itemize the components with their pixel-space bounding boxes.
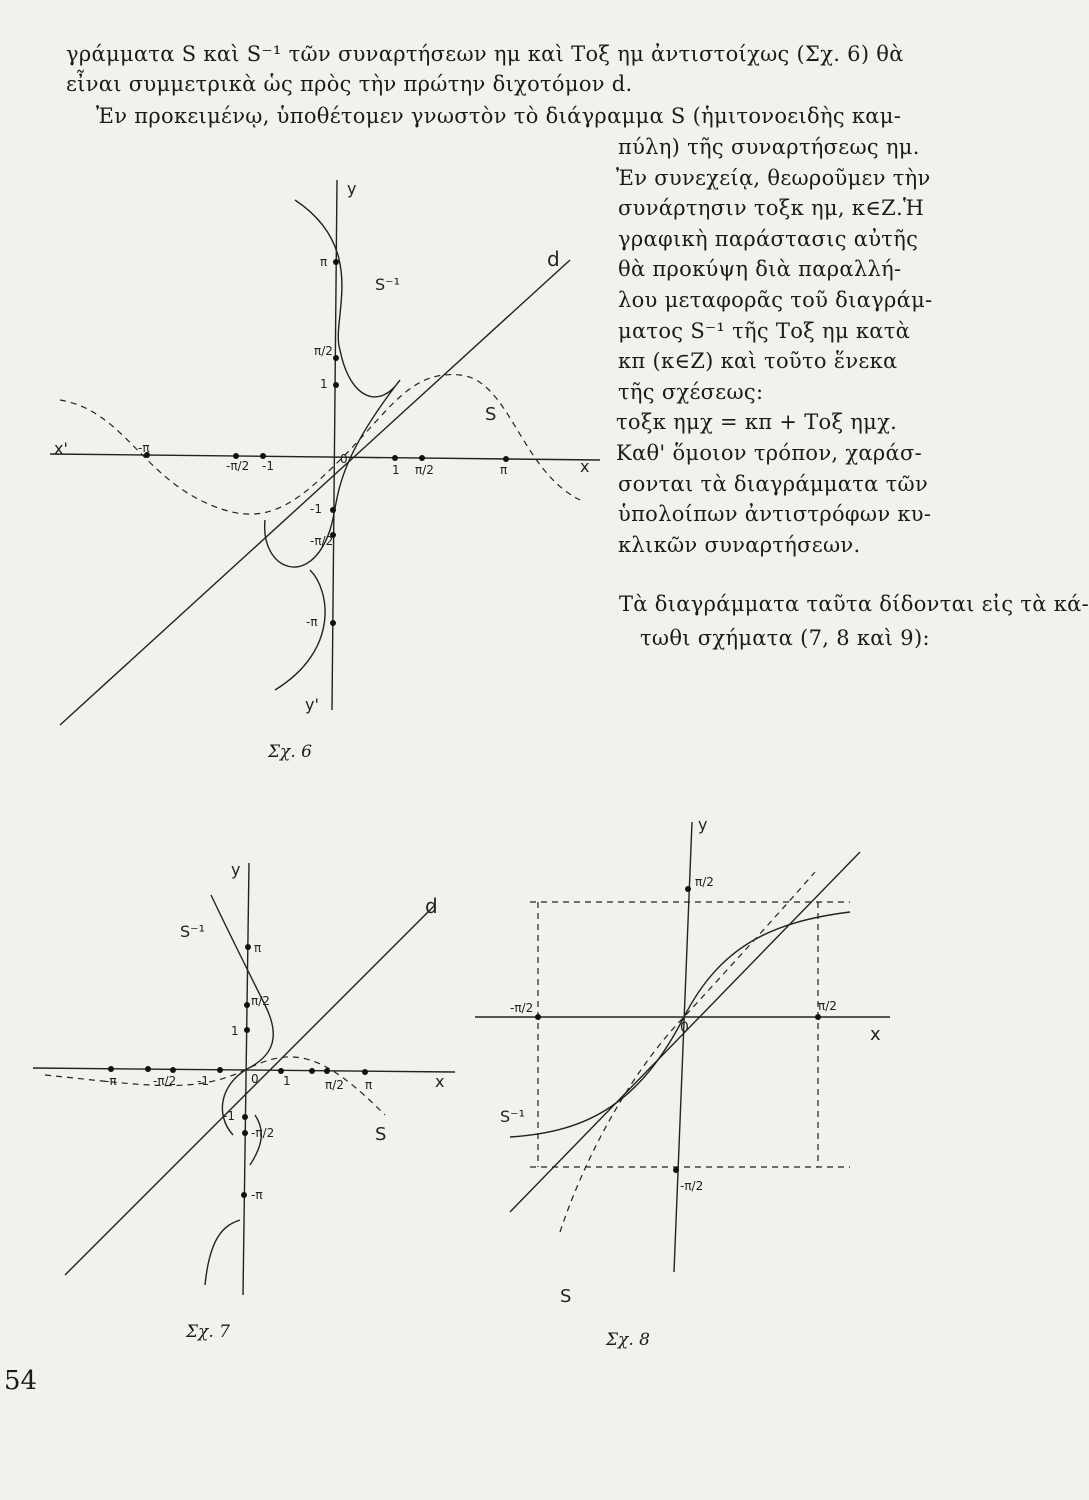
fig6-label-s: S [485, 404, 497, 425]
fig6-label-y: y [347, 179, 357, 198]
fig6-label-y-prime: y' [305, 695, 319, 714]
fig8-label-x: x [870, 1024, 881, 1045]
page-number: 54 [4, 1366, 38, 1396]
fig8-label-s: S [560, 1286, 572, 1307]
fig6-neg-pi-y: -π [306, 615, 318, 629]
fig7-one: 1 [283, 1074, 291, 1088]
fig7-label-y: y [231, 860, 241, 879]
right-column-line: θὰ προκύψη διὰ παραλλή- [618, 257, 902, 282]
fig7-label-s-inv: S⁻¹ [180, 922, 206, 941]
fig6-label-s-inv: S⁻¹ [375, 275, 401, 294]
fig7-curve-s-inv [211, 895, 273, 1135]
fig6-neg-one-y: -1 [310, 502, 322, 516]
figure-8 [470, 812, 910, 1322]
fig7-neg-one: -1 [197, 1074, 209, 1088]
figure-6 [40, 170, 620, 730]
text-line-2: εἶναι συμμετρικὰ ὡς πρὸς τὴν πρώτην διχοτόμον d. [66, 72, 633, 96]
text-line-3: Ἐν προκειμένῳ, ὑποθέτομεν γνωστὸν τὸ διάγραμμα S (ἡμιτονοειδὴς καμ- [96, 104, 902, 128]
fig6-neg-half-pi: -π/2 [226, 459, 250, 473]
right-column-line: λου μεταφορᾶς τοῦ διαγράμ- [618, 288, 933, 312]
fig7-pi-y: π [254, 941, 262, 955]
text-line-1: γράμματα S καὶ S⁻¹ τῶν συναρτήσεων ημ καὶ Τοξ ημ ἀντιστοίχως (Σχ. 6) θὰ [66, 42, 904, 66]
right-column-line: ὑπολοίπων ἀντιστρόφων κυ- [618, 502, 932, 527]
right-column-line: Καθ' ὅμοιον τρόπον, χαράσ- [616, 441, 923, 465]
fig6-one-y: 1 [320, 377, 328, 391]
fig8-neg-half-pi-y: -π/2 [680, 1179, 704, 1193]
fig7-label-x: x [435, 1072, 445, 1091]
right-column-line: κλικῶν συναρτήσεων. [618, 532, 861, 557]
caption-fig-8: Σχ. 8 [606, 1330, 650, 1350]
right-column-line: γραφικὴ παράστασις αὐτῆς [618, 226, 919, 251]
fig6-bisector-d [60, 260, 570, 725]
fig6-pi-y: π [320, 255, 328, 269]
fig6-neg-pi: -π [138, 441, 150, 455]
fig7-curve-s-inv-lower [250, 1115, 261, 1165]
caption-fig-6: Σχ. 6 [268, 742, 312, 762]
fig6-neg-half-pi-y: -π/2 [310, 534, 334, 548]
right-column-line: Ἐν συνεχείᾳ, θεωροῦμεν τὴν [616, 165, 931, 190]
fig7-origin: 0 [251, 1072, 259, 1086]
fig7-curve-s-inv-tail [205, 1220, 240, 1285]
fig7-neg-one-y: -1 [223, 1109, 235, 1123]
fig7-pi: π [365, 1078, 373, 1092]
right-column-line: συνάρτησιν τοξκ ημ, κ∈Ζ.Ἡ [618, 196, 925, 221]
fig7-neg-half-pi: -π/2 [153, 1074, 177, 1088]
fig6-neg-one: -1 [262, 459, 274, 473]
fig7-half-pi-y: π/2 [251, 994, 270, 1008]
right-column-line: κπ (κ∈Ζ) καὶ τοῦτο ἕνεκα [618, 349, 898, 374]
fig8-label-s-inv: S⁻¹ [500, 1107, 526, 1126]
fig6-half-pi: π/2 [415, 463, 434, 477]
fig8-half-pi-x: π/2 [818, 999, 837, 1013]
fig6-label-x-prime: x' [54, 439, 68, 458]
fig7-neg-pi: -π [105, 1074, 117, 1088]
fig6-origin: 0 [340, 452, 348, 466]
fig7-one-y: 1 [231, 1024, 239, 1038]
right-column-line: τῆς σχέσεως: [618, 379, 764, 404]
right-column-line: σονται τὰ διαγράμματα τῶν [618, 471, 929, 496]
fig7-neg-half-pi-y: -π/2 [251, 1126, 275, 1140]
text-para2-b: τωθι σχήματα (7, 8 καὶ 9): [640, 626, 930, 650]
right-column-line: πύλη) τῆς συναρτήσεως ημ. [618, 135, 920, 159]
fig7-y-axis [243, 863, 249, 1295]
right-column-line: ματος S⁻¹ τῆς Τοξ ημ κατὰ [618, 318, 911, 343]
fig6-half-pi-y: π/2 [314, 344, 333, 358]
text-para2-a: Τὰ διαγράμματα ταῦτα δίδονται εἰς τὰ κά- [619, 592, 1089, 616]
fig7-label-s: S [375, 1124, 387, 1145]
caption-fig-7: Σχ. 7 [186, 1322, 230, 1342]
right-column-line: τοξκ ημχ = κπ + Τοξ ημχ. [616, 410, 898, 435]
fig8-half-pi-y: π/2 [695, 875, 714, 889]
fig8-neg-half-pi-x: -π/2 [510, 1001, 534, 1015]
fig8-origin: 0 [680, 1020, 689, 1036]
fig6-label-x: x [580, 457, 590, 476]
figure-7 [25, 855, 465, 1315]
fig6-pi: π [500, 463, 508, 477]
fig7-neg-pi-y: -π [251, 1188, 263, 1202]
fig6-label-d: d [547, 247, 560, 271]
fig6-x-axis [50, 454, 600, 460]
fig6-curve-s-inv-lower [275, 570, 325, 690]
fig7-half-pi: π/2 [325, 1078, 344, 1092]
fig7-label-d: d [425, 894, 438, 918]
fig7-bisector-d [65, 905, 435, 1275]
fig6-one: 1 [392, 463, 400, 477]
fig8-label-y: y [698, 815, 708, 834]
